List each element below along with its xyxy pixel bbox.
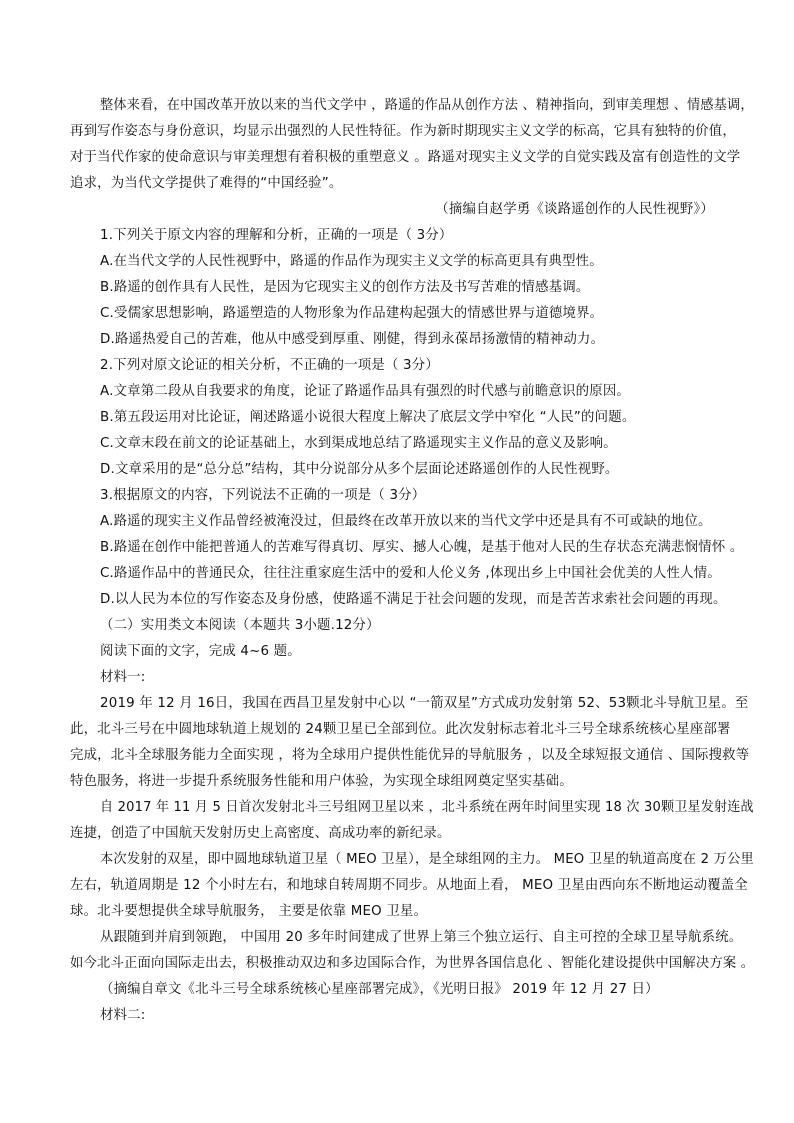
paragraph-1-line-2: 再到写作姿态与身份意识，均显示出强烈的人民性特征。作为新时期现实主义文学的标高，它具有独特的价值，	[70, 124, 736, 139]
material-1-para-4-line-2: 如今北斗正面向国际走出去，积极推动双边和多边国际合作，为世界各国信息化 、智能化建设提供中国解决方案 。	[70, 956, 755, 971]
question-2-option-a: A.文章第二段从自我要求的角度，论证了路遥作品具有强烈的时代感与前瞻意识的原因。	[100, 384, 631, 399]
question-1-option-b: B.路遥的创作具有人民性，是因为它现实主义的创作方法及书写苦难的情感基调。	[100, 280, 590, 295]
material-1-para-2-line-1: 自 2017 年 11 月 5 日首次发射北斗三号组网卫星以来 ，北斗系统在两年时间里实现 18 次 30颗卫星发射连战	[100, 800, 754, 815]
question-2-option-b: B.第五段运用对比论证，阐述路遥小说很大程度上解决了底层文学中窄化 “人民”的问题。	[100, 410, 636, 425]
material-1-para-2-line-2: 连捷，创造了中国航天发射历史上高密度、高成功率的新纪录。	[70, 826, 451, 841]
question-2-option-c: C.文章末段在前文的论证基础上，水到渠成地总结了路遥现实主义作品的意义及影响。	[100, 436, 617, 451]
section-2-title: （二）实用类文本阅读（本题共 3小题.12分）	[100, 618, 380, 633]
material-2-label: 材料二:	[100, 1008, 146, 1023]
paragraph-1-line-4: 追求，为当代文学提供了难得的“中国经验”。	[70, 176, 343, 191]
material-1-para-4-line-1: 从跟随到并肩到领跑， 中国用 20 多年时间建成了世界上第三个独立运行、自主可控的全球卫星导航系统。	[100, 930, 743, 945]
question-1-option-c: C.受儒家思想影响，路遥塑造的人物形象为作品建构起强大的情感世界与道德境界。	[100, 306, 604, 321]
material-1-para-3-line-1: 本次发射的双星，即中圆地球轨道卫星（ MEO 卫星），是全球组网的主力。 MEO 卫星的轨道高度在 2 万公里	[100, 852, 754, 867]
question-1-option-d: D.路遥热爱自己的苦难，他从中感受到厚重、刚健，得到永葆昂扬激情的精神动力。	[100, 332, 605, 347]
material-1-para-1-line-3: 完成，北斗全球服务能力全面实现 ，将为全球用户提供性能优异的导航服务 ，以及全球短报文通信 、国际搜救等	[70, 748, 750, 763]
source-citation-1: （摘编自赵学勇《谈路遥创作的人民性视野》）	[435, 202, 714, 217]
material-1-para-3-line-3: 球。北斗要想提供全球导航服务， 主要是依靠 MEO 卫星。	[70, 904, 428, 919]
question-3-option-a: A.路遥的现实主义作品曾经被淹没过，但最终在改革开放以来的当代文学中还是具有不可或缺的地位。	[100, 514, 712, 529]
question-3-option-d: D.以人民为本位的写作姿态及身份感，使路遥不满足于社会问题的发现，而是苦苦求索社会问题的再现。	[100, 592, 727, 607]
question-3-stem: 3.根据原文的内容，下列说法不正确的一项是（ 3分）	[100, 488, 426, 503]
question-2-option-d: D.文章采用的是“总分总”结构，其中分说部分从多个层面论述路遥创作的人民性视野。	[100, 462, 619, 477]
question-2-stem: 2.下列对原文论证的相关分析，不正确的一项是（ 3分）	[100, 358, 439, 373]
source-citation-2: （摘编自章文《北斗三号全球系统核心星座部署完成》，《光明日报》 2019 年 12 月 27 日）	[100, 982, 659, 997]
material-1-para-1-line-1: 2019 年 12 月 16日，我国在西昌卫星发射中心以 “一箭双星”方式成功发射第 52、53颗北斗导航卫星。至	[100, 696, 749, 711]
question-3-option-c: C.路遥作品中的普通民众，往往注重家庭生活中的爱和人伦义务 ,体现出乡上中国社会优美的人性人情。	[100, 566, 721, 581]
paragraph-1-line-1: 整体来看，在中国改革开放以来的当代文学中 ，路遥的作品从创作方法 、精神指向，到审美理想 、情感基调，	[100, 98, 754, 113]
material-1-para-1-line-2: 此，北斗三号在中圆地球轨道上规划的 24颗卫星已全部到位。此次发射标志着北斗三号全球系统核心星座部署	[70, 722, 731, 737]
question-3-option-b: B.路遥在创作中能把普通人的苦难写得真切、厚实、撼人心魄，是基于他对人民的生存状态充满悲悯情怀 。	[100, 540, 744, 555]
material-1-label: 材料一:	[100, 670, 146, 685]
question-1-option-a: A.在当代文学的人民性视野中，路遥的作品作为现实主义文学的标高更具有典型性。	[100, 254, 603, 269]
material-1-para-3-line-2: 左右，轨道周期是 12 个小时左右，和地球自转周期不同步。从地面上看， MEO 卫星由西向东不断地运动覆盖全	[70, 878, 748, 893]
paragraph-1-line-3: 对于当代作家的使命意识与审美理想有着积极的重塑意义 。路遥对现实主义文学的自觉实践及富有创造性的文学	[70, 150, 741, 165]
question-1-stem: 1.下列关于原文内容的理解和分析，正确的一项是（ 3分）	[100, 228, 453, 243]
material-1-para-1-line-4: 特色服务，将进一步提升系统服务性能和用户体验，为实现全球组网奠定坚实基础。	[70, 774, 573, 789]
section-2-instruction: 阅读下面的文字，完成 4~6 题。	[100, 644, 301, 659]
